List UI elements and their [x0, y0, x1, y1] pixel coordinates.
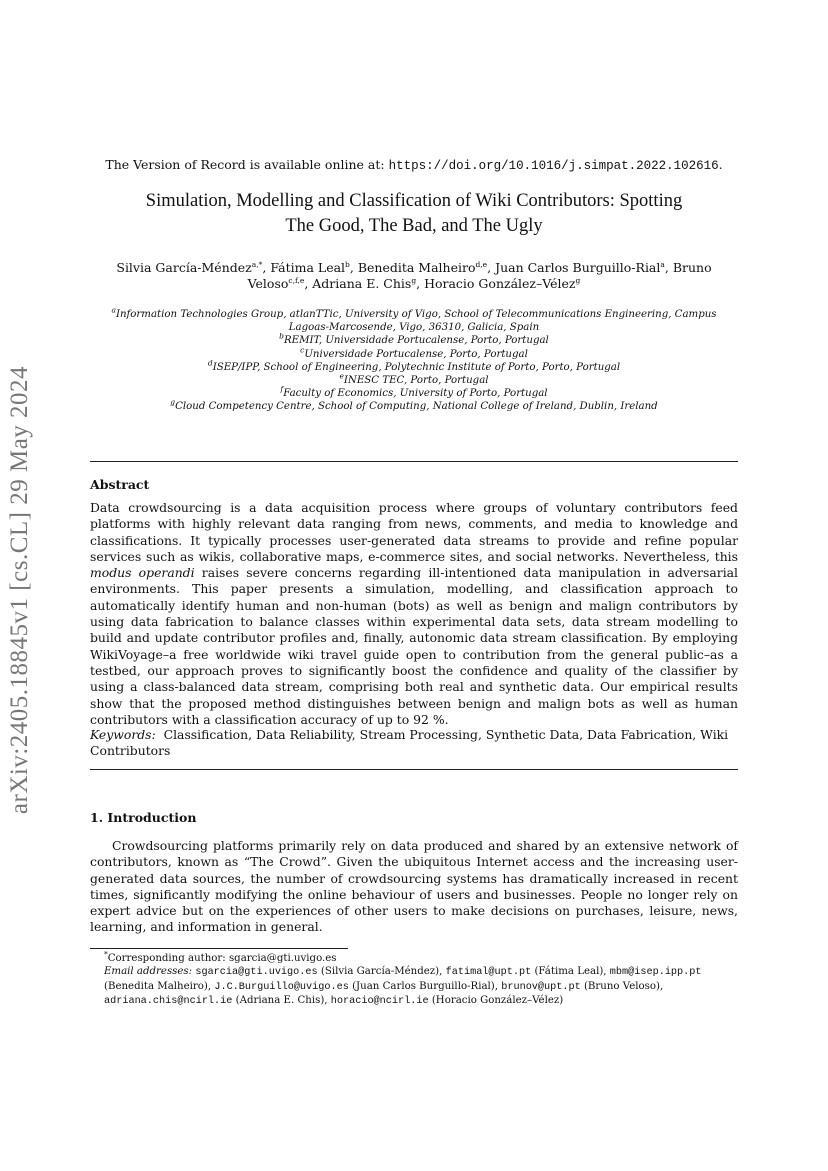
top-rule: [90, 461, 738, 462]
email-link[interactable]: fatimal@upt.pt: [445, 967, 532, 979]
doi-link[interactable]: https://doi.org/10.1016/j.simpat.2022.102616: [388, 159, 719, 173]
email-addresses: Email addresses: sgarcia@gti.uvigo.es (Silvia García-Méndez), fatimal@upt.pt (Fátima Leal), mbm@isep.ipp.pt (Benedita Malheiro), J.C.Burguillo@uvigo.es (Juan Carlos Burguillo-Rial), brunov@upt.pt (Bruno Veloso), adriana.chis@ncirl.ie (Adriana E. Chis), horacio@ncirl.ie (Horacio González–Vélez): [104, 966, 702, 1007]
footnotes: [90, 949, 738, 1008]
email-link[interactable]: J.C.Burguillo@uvigo.es: [214, 981, 349, 993]
keywords: Keywords: Classification, Data Reliability, Stream Processing, Synthetic Data, Data Fabrication, Wiki Contributors: [90, 727, 729, 759]
author-affiliation-marker: g: [575, 275, 581, 285]
author-name: Adriana E. Chis: [312, 276, 412, 291]
keywords-label: Keywords:: [90, 727, 156, 742]
section-heading-introduction: 1. Introduction: [90, 810, 197, 825]
email-link[interactable]: horacio@ncirl.ie: [330, 995, 429, 1007]
email-owner: (Adriana E. Chis),: [232, 994, 331, 1006]
author-affiliation-marker: g: [411, 275, 417, 285]
email-link[interactable]: brunov@upt.pt: [501, 981, 581, 993]
affiliation-line: Lagoas-Marcosende, Vigo, 36310, Galicia, Spain: [288, 322, 540, 334]
email-owner: (Horacio González–Vélez): [428, 994, 564, 1006]
email-link[interactable]: sgarcia@gti.uvigo.es: [195, 967, 318, 979]
affiliation-line: $^f$Faculty of Economics, University of Porto, Portugal: [280, 384, 548, 400]
email-owner: (Fátima Leal),: [531, 966, 610, 978]
author-name: Silvia García-Méndez: [116, 260, 252, 275]
author-list: Silvia García-Méndez$^{a,*}$, Fátima Leal$^b$, Benedita Malheiro$^{d,e}$, Juan Carlos Burguillo-Rial$^a$, Bruno Veloso$^{c,f,e}$, Adriana E. Chis$^g$, Horacio González–Vélez$^g$: [116, 259, 712, 291]
footnote-rule: [90, 948, 348, 949]
author-affiliation-marker: a,*: [251, 259, 263, 269]
affiliation-line: $^b$REMIT, Universidade Portucalense, Porto, Portugal: [279, 332, 549, 347]
author-affiliation-marker: d,e: [475, 259, 488, 269]
version-of-record-note: The Version of Record is available online at: https://doi.org/10.1016/j.simpat.2022.102616.: [105, 157, 723, 173]
email-link[interactable]: adriana.chis@ncirl.ie: [104, 995, 233, 1007]
email-owner: (Juan Carlos Burguillo-Rial),: [348, 980, 502, 992]
author-name: Juan Carlos Burguillo-Rial: [495, 260, 661, 275]
abstract-text: Data crowdsourcing is a data acquisition process where groups of voluntary contributors feed platforms with highly relevant data ranging from news, comments, and media to knowledge and classifications. It typically processes user-generated data streams to provide and refine popular services such as wikis, collaborative maps, e-commerce sites, and social networks. Nevertheless, this modus operandi raises severe concerns regarding ill-intentioned data manipulation in adversarial environments. This paper presents a simulation, modelling, and classification approach to automatically identify human and non-human (bots) as well as benign and malign contributors by using data fabrication to balance classes within experimental data sets, data stream modelling to build and update contributor profiles and, finally, autonomic data stream classification. By employing WikiVoyage–a free worldwide wiki travel guide open to contribution from the general public–as a testbed, our approach proves to significantly boost the confidence and quality of the classifier by using a class-balanced data stream, comprising both real and synthetic data. Our empirical results show that the proposed method distinguishes between benign and malign bots as well as human contributors with a classification accuracy of up to 92 %.: [90, 500, 739, 727]
paper-title: Simulation, Modelling and Classification of Wiki Contributors: Spotting The Good, The Bad, and The Ugly: [145, 191, 683, 236]
affiliation-line: $^d$ISEP/IPP, School of Engineering, Polytechnic Institute of Porto, Porto, Portugal: [207, 358, 621, 373]
abstract-heading: Abstract: [90, 477, 150, 492]
bottom-rule: [90, 769, 738, 770]
introduction-paragraph: Crowdsourcing platforms primarily rely on data produced and shared by an extensive network of contributors, known as “The Crowd”. Given the ubiquitous Internet access and the increasing user-generated data sources, the number of crowdsourcing systems has dramatically increased in recent times, significantly modifying the online behaviour of users and businesses. People no longer rely on expert advice but on the experiences of other users to make decisions on purchases, leisure, news, learning, and information in general.: [90, 838, 738, 935]
author-name: Benedita Malheiro: [357, 260, 476, 275]
affiliations: [90, 305, 738, 414]
author-affiliation-marker: c,f,e: [288, 275, 305, 285]
affiliation-line: $^g$Cloud Competency Centre, School of Computing, National College of Ireland, Dublin, Ireland: [170, 398, 658, 413]
author-affiliation-marker: a: [660, 259, 665, 269]
author-name: Fátima Leal: [270, 260, 346, 275]
corresponding-author-note: *Corresponding author: sgarcia@gti.uvigo.es: [104, 949, 337, 964]
email-owner: (Bruno Veloso),: [580, 980, 664, 992]
affiliation-line: $^a$Information Technologies Group, atlanTTic, University of Vigo, School of Telecommunications Engineering, Campus: [111, 305, 717, 320]
affiliation-line: $^e$INESC TEC, Porto, Portugal: [339, 371, 489, 387]
email-link[interactable]: mbm@isep.ipp.pt: [609, 967, 702, 979]
author-name: Bruno Veloso: [247, 260, 712, 291]
author-affiliation-marker: b: [345, 259, 350, 269]
affiliation-line: $^c$Universidade Portucalense, Porto, Portugal: [300, 345, 528, 360]
email-owner: (Benedita Malheiro),: [104, 980, 215, 992]
author-name: Horacio González–Vélez: [424, 276, 576, 291]
email-owner: (Silvia García-Méndez),: [317, 966, 446, 978]
